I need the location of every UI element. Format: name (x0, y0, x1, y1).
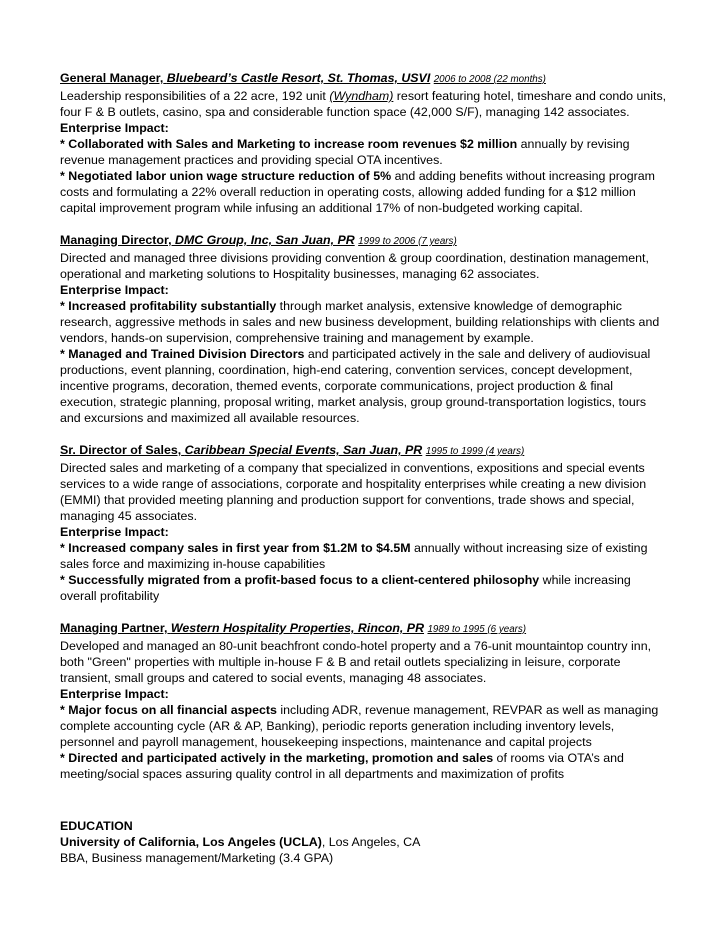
job-company: Western Hospitality Properties, Rincon, PR (170, 621, 425, 635)
job-description: Leadership responsibilities of a 22 acre, 192 unit (Wyndham) resort featuring hotel, timeshare and condo units, four F & B outlets, casino, spa and considerable function space (42,000 S/F), managing 142 associates. (60, 89, 667, 119)
school-location: , Los Angeles, CA (321, 835, 421, 849)
job-description: Directed sales and marketing of a company that specialized in conventions, expositions and special events services to a wide range of associations, corporate and hospitality enterprises while creating a new division (EMMI) that provided meeting planning and production support for conventions, trade shows and special, managing 45 associates. (60, 461, 647, 523)
job-title: Managing Director, (60, 233, 172, 247)
job-dates: 1989 to 1995 (6 years) (427, 624, 527, 635)
job-title: General Manager, (60, 71, 164, 85)
job-description: Developed and managed an 80-unit beachfront condo-hotel property and a 76-unit mountaintop country inn, both "Green" properties with multiple in-house F & B and retail outlets specializing in leisure, corporate transient, small groups and catered to social events, managing 48 associates. (60, 639, 652, 685)
enterprise-impact-label: Enterprise Impact: (60, 525, 169, 539)
enterprise-impact-label: Enterprise Impact: (60, 121, 169, 135)
job-header (60, 442, 670, 460)
impact-bullet: * Managed and Trained Division Directors and participated actively in the sale and delivery of audiovisual productions, event planning, coordination, high-end catering, convention services, concept development, incentive programs, decoration, themed events, corporate communications, project production & final execution, strategic planning, proposal writing, market analysis, group ground-transportation logistics, tours and excursions and maximized all available resources. (60, 347, 651, 425)
job-header (60, 620, 670, 638)
impact-bullet: * Increased profitability substantially through market analysis, extensive knowledge of demographic research, aggressive methods in sales and new business development, building relationships with clients and vendors, hands-on supervision, comprehensive training and management by example. (60, 299, 660, 345)
education-school (60, 834, 670, 850)
job-title: Sr. Director of Sales, (60, 443, 182, 457)
job-entry (60, 442, 670, 604)
education-heading: EDUCATION (60, 819, 133, 833)
job-entry (60, 620, 670, 782)
education-section (60, 818, 670, 866)
impact-bullet: * Directed and participated actively in the marketing, promotion and sales of rooms via OTA’s and meeting/social spaces assuring quality control in all departments and maximization of profits (60, 751, 624, 781)
job-company: Caribbean Special Events, San Juan, PR (184, 443, 423, 457)
job-header (60, 70, 670, 88)
job-description: Directed and managed three divisions providing convention & group coordination, destination management, operational and marketing solutions to Hospitality businesses, managing 62 associates. (60, 251, 649, 281)
job-company: Bluebeard’s Castle Resort, St. Thomas, USVI (166, 71, 431, 85)
resume-page (60, 70, 670, 866)
impact-bullet: * Successfully migrated from a profit-based focus to a client-centered philosophy while increasing overall profitability (60, 573, 631, 603)
job-header (60, 232, 670, 250)
school-name: University of California, Los Angeles (UCLA) (60, 835, 322, 849)
enterprise-impact-label: Enterprise Impact: (60, 283, 169, 297)
job-entry (60, 70, 670, 216)
brand-name: (Wyndham) (329, 89, 394, 103)
job-entry (60, 232, 670, 426)
impact-bullet: * Collaborated with Sales and Marketing to increase room revenues $2 million annually by revising revenue management practices and providing special OTA incentives. (60, 137, 630, 167)
job-title: Managing Partner, (60, 621, 168, 635)
impact-bullet: * Increased company sales in first year from $1.2M to $4.5M annually without increasing size of existing sales force and maximizing in-house capabilities (60, 541, 648, 571)
enterprise-impact-label: Enterprise Impact: (60, 687, 169, 701)
job-dates: 1999 to 2006 (7 years) (358, 236, 457, 247)
education-degree: BBA, Business management/Marketing (3.4 GPA) (60, 851, 334, 865)
job-company: DMC Group, Inc, San Juan, PR (175, 233, 355, 247)
job-dates: 1995 to 1999 (4 years) (425, 446, 525, 457)
impact-bullet: * Major focus on all financial aspects including ADR, revenue management, REVPAR as well as managing complete accounting cycle (AR & AP, Banking), periodic reports generation including inventory levels, personnel and payroll management, housekeeping inspections, maintenance and capital projects (60, 703, 659, 749)
impact-bullet: * Negotiated labor union wage structure reduction of 5% and adding benefits without increasing program costs and formulating a 22% overall reduction in operating costs, allowing added funding for a $12 million capital improvement program while infusing an additional 17% of non-budgeted working capital. (60, 169, 655, 215)
job-dates: 2006 to 2008 (22 months) (433, 74, 546, 85)
